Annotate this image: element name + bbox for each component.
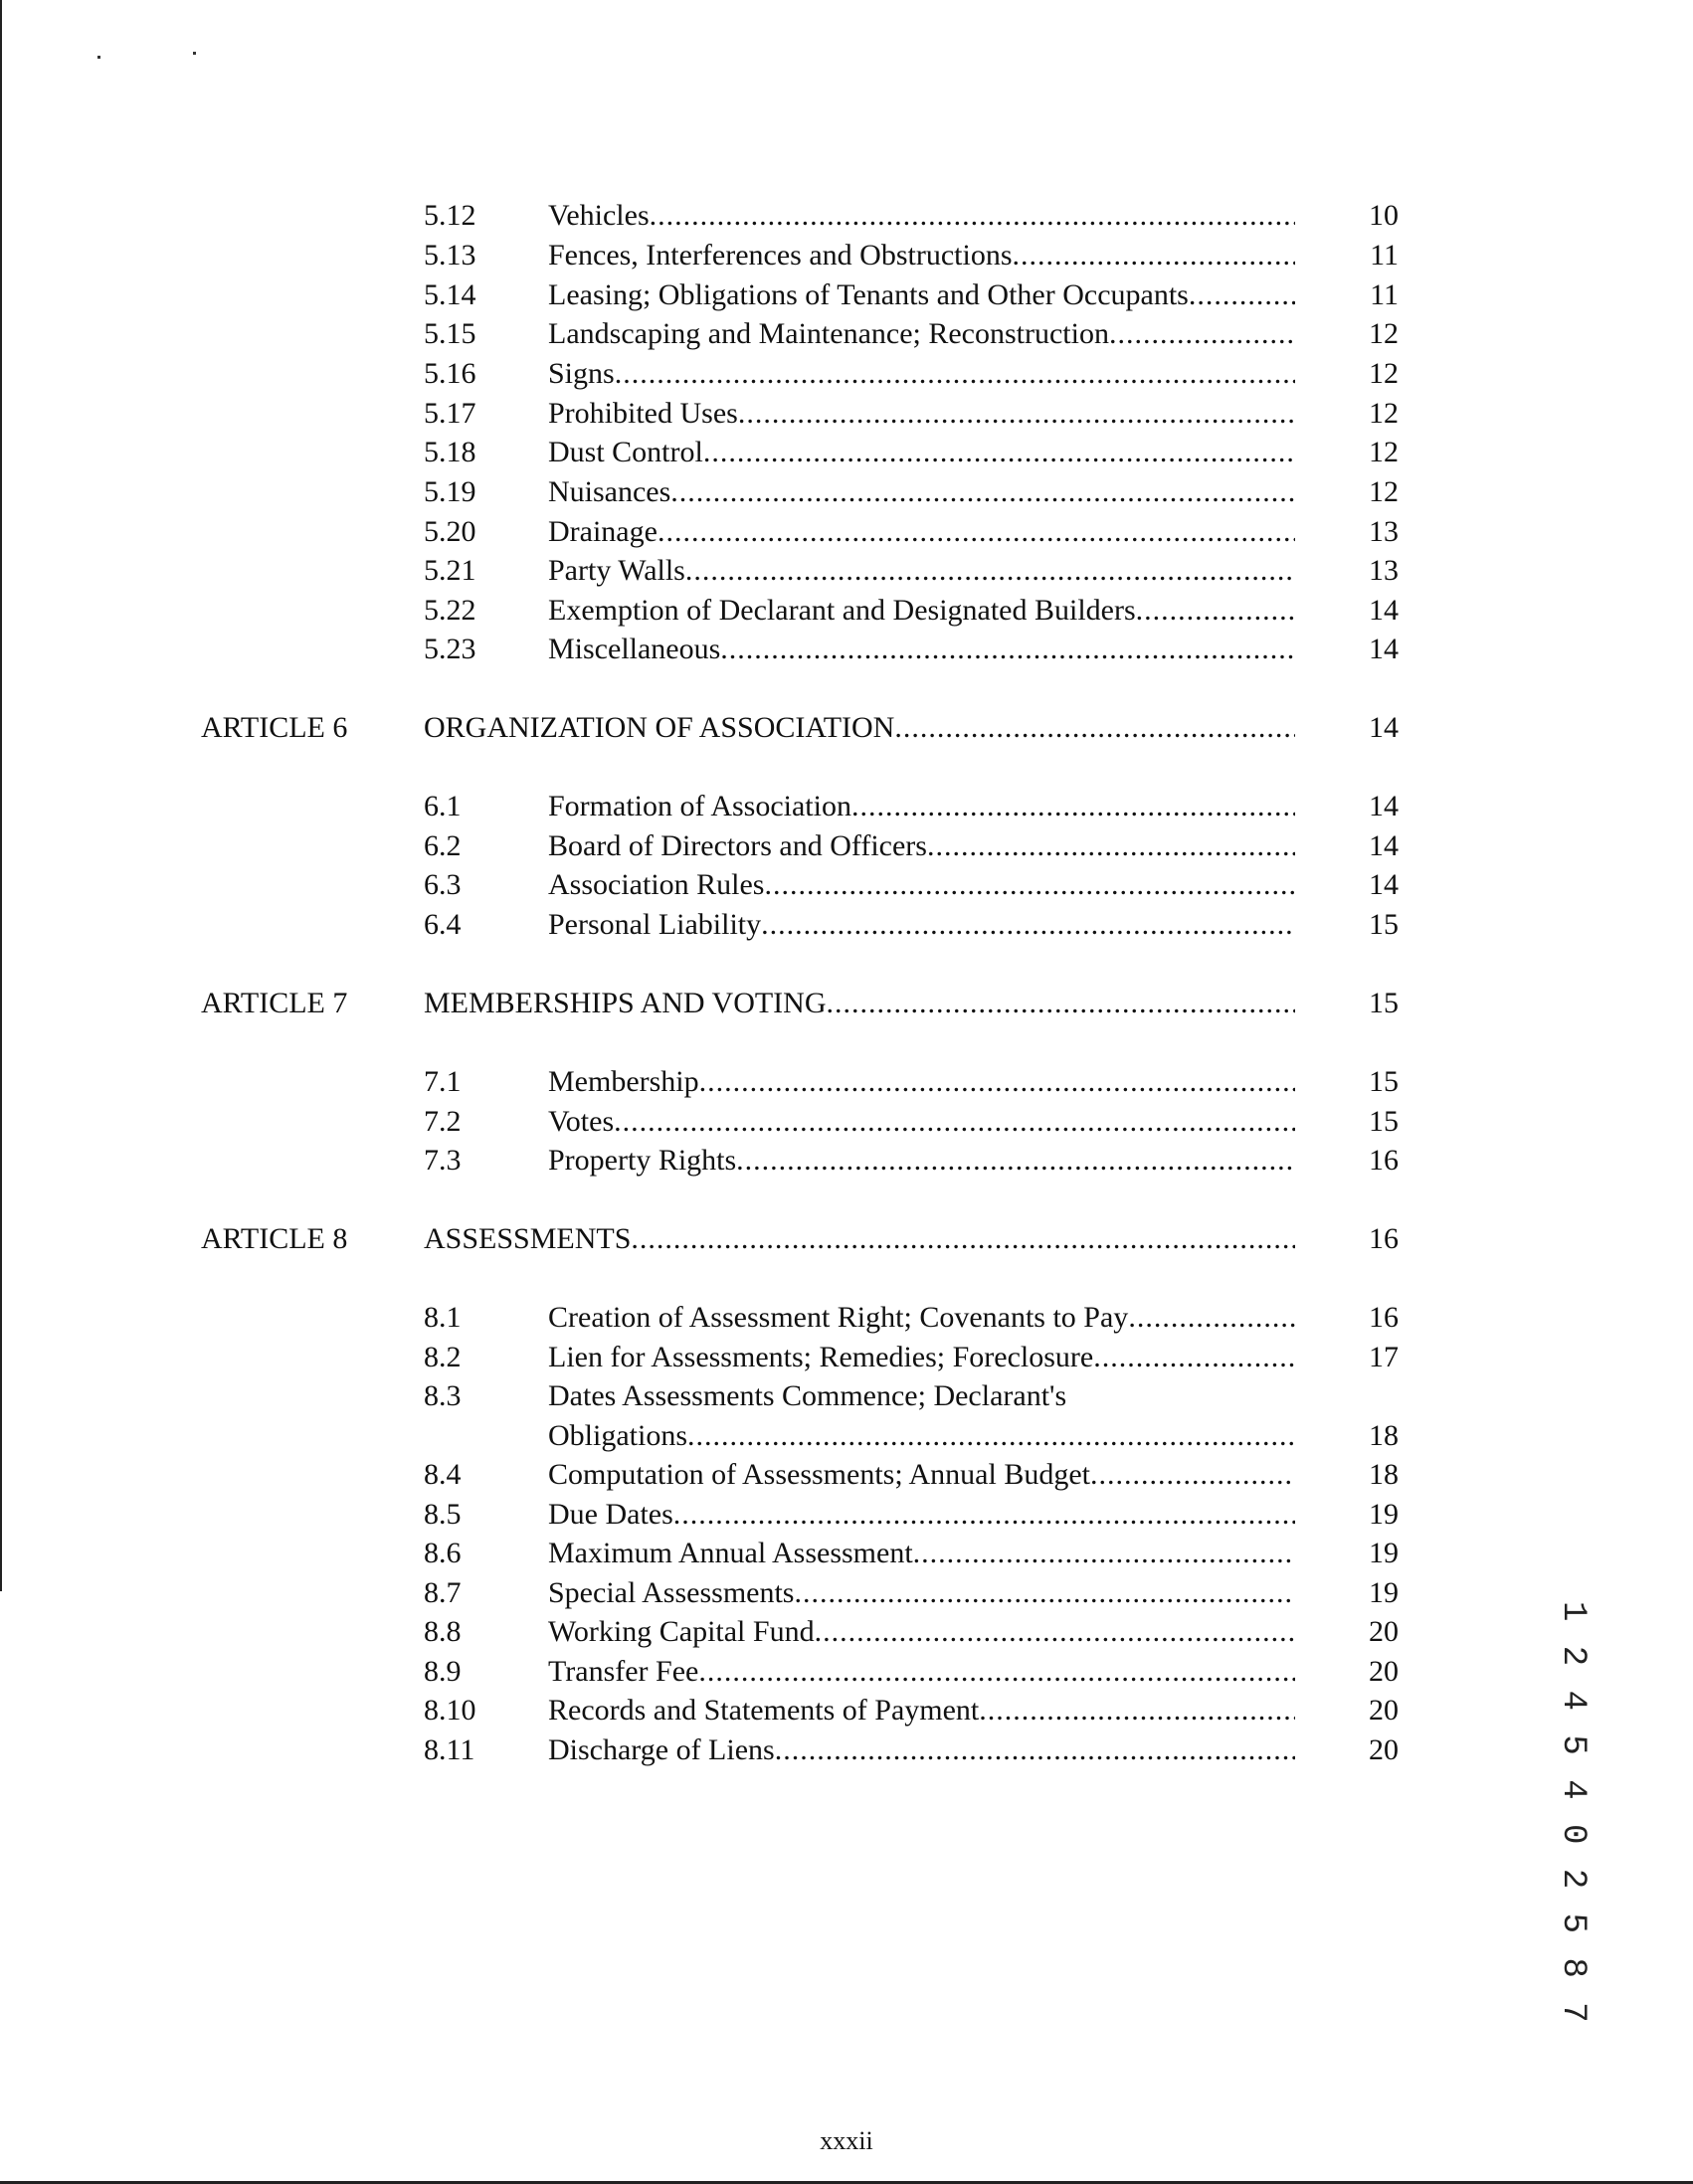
page-number: 14 <box>1369 868 1399 901</box>
section-number: 5.16 <box>424 357 476 390</box>
dot-leader <box>1013 236 1296 275</box>
toc-entry <box>0 591 1693 631</box>
section-number: 8.9 <box>424 1655 462 1688</box>
dot-leader <box>685 551 1295 591</box>
section-title: Due Dates <box>548 1498 673 1531</box>
section-number: 6.1 <box>424 790 462 822</box>
section-number: 7.2 <box>424 1105 462 1138</box>
section-number: 5.17 <box>424 397 476 430</box>
article-label: ARTICLE 6 <box>201 711 348 744</box>
document-id-stamp: 1 2 4 5 4 0 2 5 8 7 <box>1554 1601 1592 2025</box>
page-number: 16 <box>1369 1144 1399 1177</box>
page-number: 12 <box>1369 397 1399 430</box>
toc-entry <box>0 1062 1693 1102</box>
section-number: 5.13 <box>424 239 476 272</box>
page-number: 20 <box>1369 1655 1399 1688</box>
page-number: 12 <box>1369 475 1399 508</box>
page-number: 12 <box>1369 436 1399 468</box>
section-number: 5.14 <box>424 278 476 311</box>
toc-entry <box>0 630 1693 669</box>
page-number: 15 <box>1369 908 1399 941</box>
page-number: 10 <box>1369 199 1399 232</box>
dot-leader <box>650 196 1295 236</box>
dot-leader <box>979 1691 1295 1730</box>
page-number: 19 <box>1369 1537 1399 1569</box>
section-title: Votes <box>548 1105 615 1138</box>
section-title: Dust Control <box>548 436 703 468</box>
toc-entry <box>0 472 1693 512</box>
section-title: Property Rights <box>548 1144 737 1177</box>
dot-leader <box>720 630 1295 669</box>
page-number: 14 <box>1369 594 1399 627</box>
section-title: Maximum Annual Assessment <box>548 1537 913 1569</box>
dot-leader <box>851 787 1295 826</box>
toc-entry <box>0 354 1693 394</box>
toc-entry <box>0 1612 1693 1652</box>
dot-leader <box>913 1534 1295 1573</box>
toc-entry <box>0 1652 1693 1692</box>
section-title: Records and Statements of Payment <box>548 1694 980 1727</box>
toc-entry <box>0 314 1693 354</box>
dot-leader <box>658 512 1295 552</box>
toc-entry <box>0 236 1693 275</box>
page-number: 16 <box>1369 1301 1399 1334</box>
section-title: Prohibited Uses <box>548 397 738 430</box>
dot-leader <box>687 1416 1295 1456</box>
page-number: 15 <box>1369 987 1399 1019</box>
page-number: 17 <box>1369 1341 1399 1373</box>
section-title: Signs <box>548 357 615 390</box>
dot-leader <box>795 1573 1296 1613</box>
section-number: 7.1 <box>424 1065 462 1098</box>
section-title: Board of Directors and Officers <box>548 829 927 862</box>
dot-leader <box>615 354 1295 394</box>
section-title: Fences, Interferences and Obstructions <box>548 239 1013 272</box>
section-number: 5.18 <box>424 436 476 468</box>
page-number: 14 <box>1369 633 1399 665</box>
section-number: 6.4 <box>424 908 462 941</box>
article-label: ARTICLE 8 <box>201 1222 348 1255</box>
section-number: 8.1 <box>424 1301 462 1334</box>
section-title: Discharge of Liens <box>548 1733 775 1766</box>
toc-article-heading <box>0 1219 1693 1259</box>
section-title-continuation: Obligations <box>548 1419 687 1452</box>
toc-entry-continuation <box>0 1416 1693 1456</box>
section-number: 7.3 <box>424 1144 462 1177</box>
page-number: 19 <box>1369 1576 1399 1609</box>
toc-entry <box>0 826 1693 866</box>
section-number: 5.20 <box>424 515 476 548</box>
toc-entry <box>0 787 1693 826</box>
section-title: Miscellaneous <box>548 633 721 665</box>
scan-speck <box>97 56 100 59</box>
dot-leader <box>738 394 1295 434</box>
section-title: Computation of Assessments; Annual Budget <box>548 1458 1090 1491</box>
toc-entry <box>0 1141 1693 1181</box>
dot-leader <box>815 1612 1295 1652</box>
section-title: Formation of Association <box>548 790 851 822</box>
section-title: Party Walls <box>548 554 685 587</box>
section-title: Dates Assessments Commence; Declarant's <box>548 1379 1067 1412</box>
dot-leader <box>765 865 1296 905</box>
section-number: 8.4 <box>424 1458 462 1491</box>
section-title: Drainage <box>548 515 658 548</box>
toc-entry <box>0 512 1693 552</box>
page-number: 12 <box>1369 357 1399 390</box>
dot-leader <box>1109 314 1295 354</box>
page-number-footer: xxxii <box>820 2126 873 2155</box>
dot-leader <box>614 1102 1295 1142</box>
page-number: 13 <box>1369 515 1399 548</box>
section-number: 5.21 <box>424 554 476 587</box>
page-number: 18 <box>1369 1419 1399 1452</box>
toc-entry <box>0 1376 1693 1416</box>
page-footer <box>0 2126 1693 2156</box>
dot-leader <box>736 1141 1295 1181</box>
section-number: 8.5 <box>424 1498 462 1531</box>
toc-entry <box>0 196 1693 236</box>
page-number: 20 <box>1369 1733 1399 1766</box>
dot-leader <box>894 708 1295 748</box>
dot-leader <box>703 433 1295 472</box>
dot-leader <box>631 1219 1295 1259</box>
section-title: Personal Liability <box>548 908 762 941</box>
section-number: 5.23 <box>424 633 476 665</box>
section-title: Working Capital Fund <box>548 1615 815 1648</box>
section-title: Lien for Assessments; Remedies; Foreclosure <box>548 1341 1094 1373</box>
section-title: Landscaping and Maintenance; Reconstruction <box>548 317 1109 350</box>
article-title: MEMBERSHIPS AND VOTING <box>424 987 827 1019</box>
toc-entry <box>0 1298 1693 1338</box>
page-number: 15 <box>1369 1065 1399 1098</box>
section-number: 8.11 <box>424 1733 475 1766</box>
toc-article-heading <box>0 708 1693 748</box>
dot-leader <box>761 905 1295 945</box>
toc-entry <box>0 905 1693 945</box>
section-title: Exemption of Declarant and Designated Builders <box>548 594 1136 627</box>
toc-article-heading <box>0 984 1693 1023</box>
toc-entry <box>0 275 1693 315</box>
toc-entry <box>0 394 1693 434</box>
section-title: Association Rules <box>548 868 765 901</box>
scan-speck <box>193 52 196 55</box>
section-number: 8.8 <box>424 1615 462 1648</box>
section-number: 8.7 <box>424 1576 462 1609</box>
article-title: ORGANIZATION OF ASSOCIATION <box>424 711 895 744</box>
dot-leader <box>775 1730 1295 1770</box>
toc-entry <box>0 1455 1693 1495</box>
toc-entry <box>0 1495 1693 1535</box>
dot-leader <box>670 472 1295 512</box>
section-number: 6.3 <box>424 868 462 901</box>
section-title: Leasing; Obligations of Tenants and Other Occupants <box>548 278 1189 311</box>
page-number: 16 <box>1369 1222 1399 1255</box>
dot-leader <box>1189 275 1295 315</box>
section-number: 5.19 <box>424 475 476 508</box>
section-title: Membership <box>548 1065 699 1098</box>
page-number: 13 <box>1369 554 1399 587</box>
page-number: 14 <box>1369 790 1399 822</box>
dot-leader <box>927 826 1295 866</box>
page-number: 11 <box>1370 278 1399 311</box>
page-number: 11 <box>1370 239 1399 272</box>
toc-entry <box>0 865 1693 905</box>
page-number: 14 <box>1369 829 1399 862</box>
section-number: 6.2 <box>424 829 462 862</box>
section-number: 8.6 <box>424 1537 462 1569</box>
section-title: Nuisances <box>548 475 671 508</box>
dot-leader <box>699 1062 1295 1102</box>
page-number: 18 <box>1369 1458 1399 1491</box>
section-number: 8.2 <box>424 1341 462 1373</box>
section-number: 5.12 <box>424 199 476 232</box>
dot-leader <box>698 1652 1295 1692</box>
dot-leader <box>1093 1338 1295 1377</box>
section-title: Vehicles <box>548 199 650 232</box>
dot-leader <box>1136 591 1295 631</box>
toc-entry <box>0 1730 1693 1770</box>
page-number: 12 <box>1369 317 1399 350</box>
section-title: Transfer Fee <box>548 1655 699 1688</box>
page-number: 15 <box>1369 1105 1399 1138</box>
toc-entry <box>0 1102 1693 1142</box>
toc-entry <box>0 1338 1693 1377</box>
section-number: 5.22 <box>424 594 476 627</box>
article-title: ASSESSMENTS <box>424 1222 632 1255</box>
page-number: 20 <box>1369 1615 1399 1648</box>
toc-entry <box>0 551 1693 591</box>
dot-leader <box>827 984 1295 1023</box>
toc-entry <box>0 1691 1693 1730</box>
toc-entry <box>0 433 1693 472</box>
toc-entry <box>0 1573 1693 1613</box>
section-number: 5.15 <box>424 317 476 350</box>
page-number: 19 <box>1369 1498 1399 1531</box>
section-number: 8.3 <box>424 1379 462 1412</box>
toc-entry <box>0 1534 1693 1573</box>
article-label: ARTICLE 7 <box>201 987 348 1019</box>
page-number: 20 <box>1369 1694 1399 1727</box>
dot-leader <box>1128 1298 1295 1338</box>
dot-leader <box>1090 1455 1295 1495</box>
section-title: Special Assessments <box>548 1576 795 1609</box>
section-title: Creation of Assessment Right; Covenants to Pay <box>548 1301 1129 1334</box>
dot-leader <box>673 1495 1295 1535</box>
page-number: 14 <box>1369 711 1399 744</box>
section-number: 8.10 <box>424 1694 476 1727</box>
